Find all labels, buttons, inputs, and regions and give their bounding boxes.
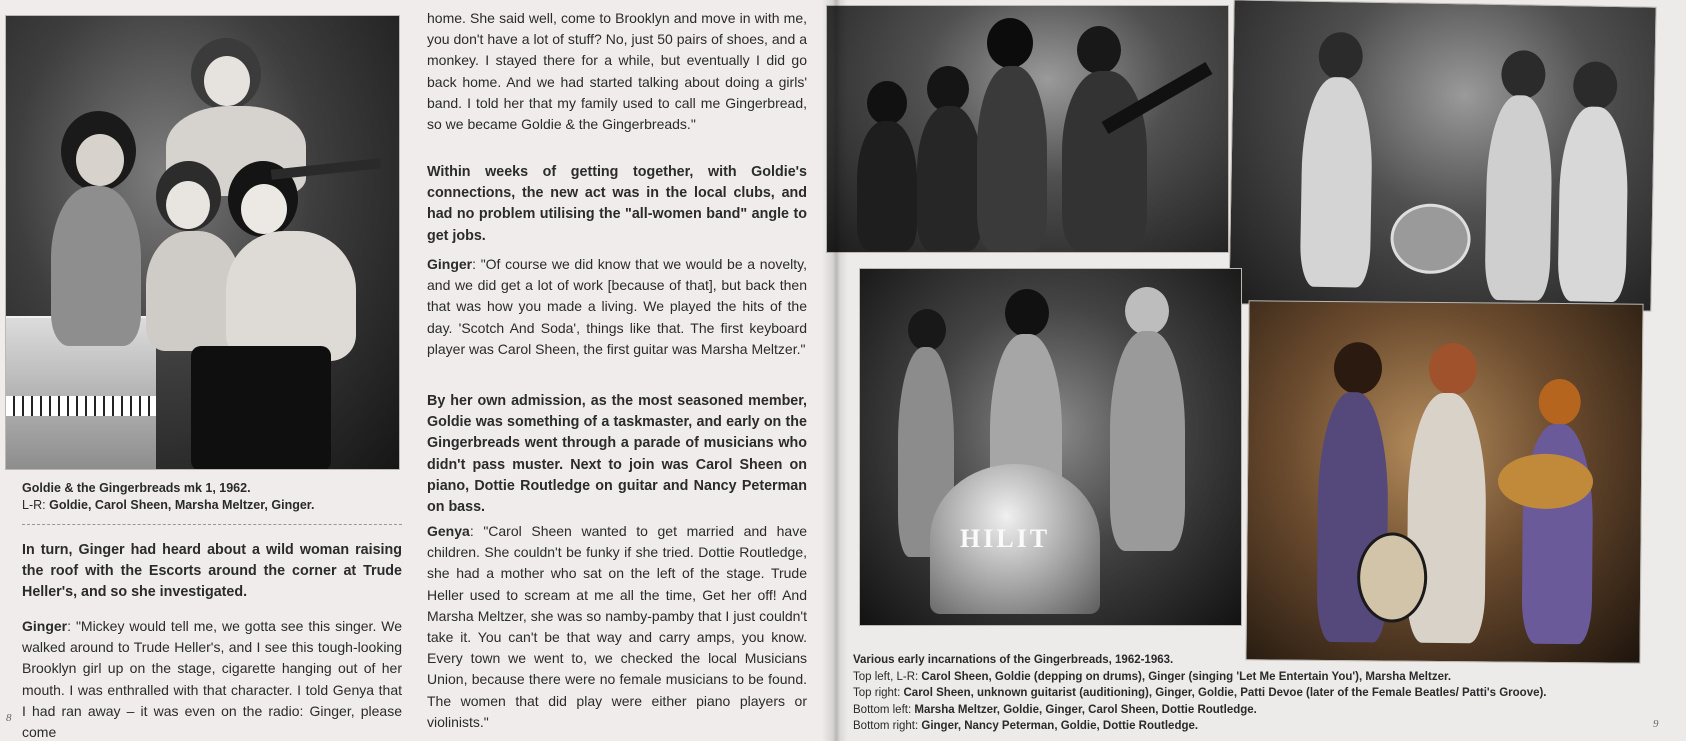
photo-top-left (826, 5, 1229, 253)
caption-top-right: Top right: Carol Sheen, unknown guitarist (auditioning), Ginger, Goldie, Patti Devoe (later of the Female Beatles/ Patti's Groove). (853, 687, 1547, 699)
caption-top-left: Top left, L-R: Carol Sheen, Goldie (depping on drums), Ginger (singing 'Let Me Entertain You'), Marsha Meltzer. (853, 670, 1452, 683)
quote-text: : "Of course we did know that we would be a novelty, and we did get a lot of work [because of that], but back then that was how you made a living. We played the hits of the day. 'Scotch And Soda', things like that. The first keyboard player was Carol Sheen, the first guitar was Marsha Meltzer." (427, 256, 807, 357)
drum-text: HILIT (960, 524, 1051, 553)
caption-bottom-left: Bottom left: Marsha Meltzer, Goldie, Ginger, Carol Sheen, Dottie Routledge. (853, 703, 1257, 716)
caption-bottom-right: Bottom right: Ginger, Nancy Peterman, Goldie, Dottie Routledge. (853, 720, 1199, 732)
page-number-right: 9 (1653, 718, 1659, 730)
photo-caption-right (853, 652, 1673, 735)
page-number-left: 8 (6, 712, 12, 724)
photo-caption (22, 480, 412, 514)
caption-names (22, 497, 412, 514)
intro-paragraph: In turn, Ginger had heard about a wild woman raising the roof with the Escorts around the corner at Trude Heller's, and so she investigated. (22, 542, 402, 601)
band-photo-1962 (5, 15, 400, 470)
photo-bottom-left (859, 268, 1242, 626)
col2-ginger-paragraph (427, 254, 807, 360)
caption-title: Various early incarnations of the Gingerbreads, 1962-1963. (853, 654, 1174, 666)
speaker-label: Genya (427, 523, 470, 539)
divider (22, 524, 402, 525)
col2-paragraph-1: home. She said well, come to Brooklyn and move in with me, you don't have a lot of stuff? No, just 50 pairs of shoes, and a monkey. I stayed there for a while, but eventually I did go back home. And we had started talking about doing a girls' band. I told her that my family used to call me Gingerbread, so we became Goldie & the Gingerbreads." (427, 10, 807, 133)
photo-bottom-right (1245, 300, 1643, 663)
caption-title: Goldie & the Gingerbreads mk 1, 1962. (22, 481, 251, 495)
left-page (0, 0, 835, 741)
quote-text: : "Mickey would tell me, we gotta see this singer. We walked around to Trude Heller's, and I see this tough-looking Brooklyn girl up on the stage, cigarette hanging out of her mouth. I was enthralled with that character. I told Genya that I had ran away – it was even on the radio: Ginger, please come (22, 618, 402, 741)
ginger-quote-paragraph (22, 616, 402, 741)
quote-text: : "Carol Sheen wanted to get married and have children. She couldn't be funky if she tried. Dottie Routledge, she had a mother who sat on the left of the stage. Trude Heller used to scream at me all the time, Get her off! And Marsha Meltzer, she was so namby-pamby that I just couldn't take it. You can't be that way and carry amps, you know. Every town we went to, we checked the local Musicians Union, because there were no female musicians to be found. The women that did play were either piano players or violinists." (427, 523, 807, 730)
caption-prefix: L-R: (22, 498, 50, 512)
col2-genya-paragraph (427, 521, 807, 733)
right-page (835, 0, 1686, 741)
speaker-label: Ginger (427, 256, 473, 272)
speaker-label: Ginger (22, 618, 68, 634)
piano-keys (6, 396, 156, 416)
caption-names-bold: Goldie, Carol Sheen, Marsha Meltzer, Ginger. (49, 498, 315, 512)
col2-bold-paragraph-1: Within weeks of getting together, with Goldie's connections, the new act was in the local clubs, and had no problem utilising the "all-women band" angle to get jobs. (427, 164, 807, 244)
photo-top-right (1228, 0, 1656, 312)
book-gutter (822, 0, 848, 741)
col2-bold-paragraph-2: By her own admission, as the most seasoned member, Goldie was something of a taskmaster, and early on the Gingerbreads went through a parade of musicians who didn't pass muster. Next to join was Carol Sheen on piano, Dottie Routledge on guitar and Nancy Peterman on bass. (427, 393, 807, 516)
